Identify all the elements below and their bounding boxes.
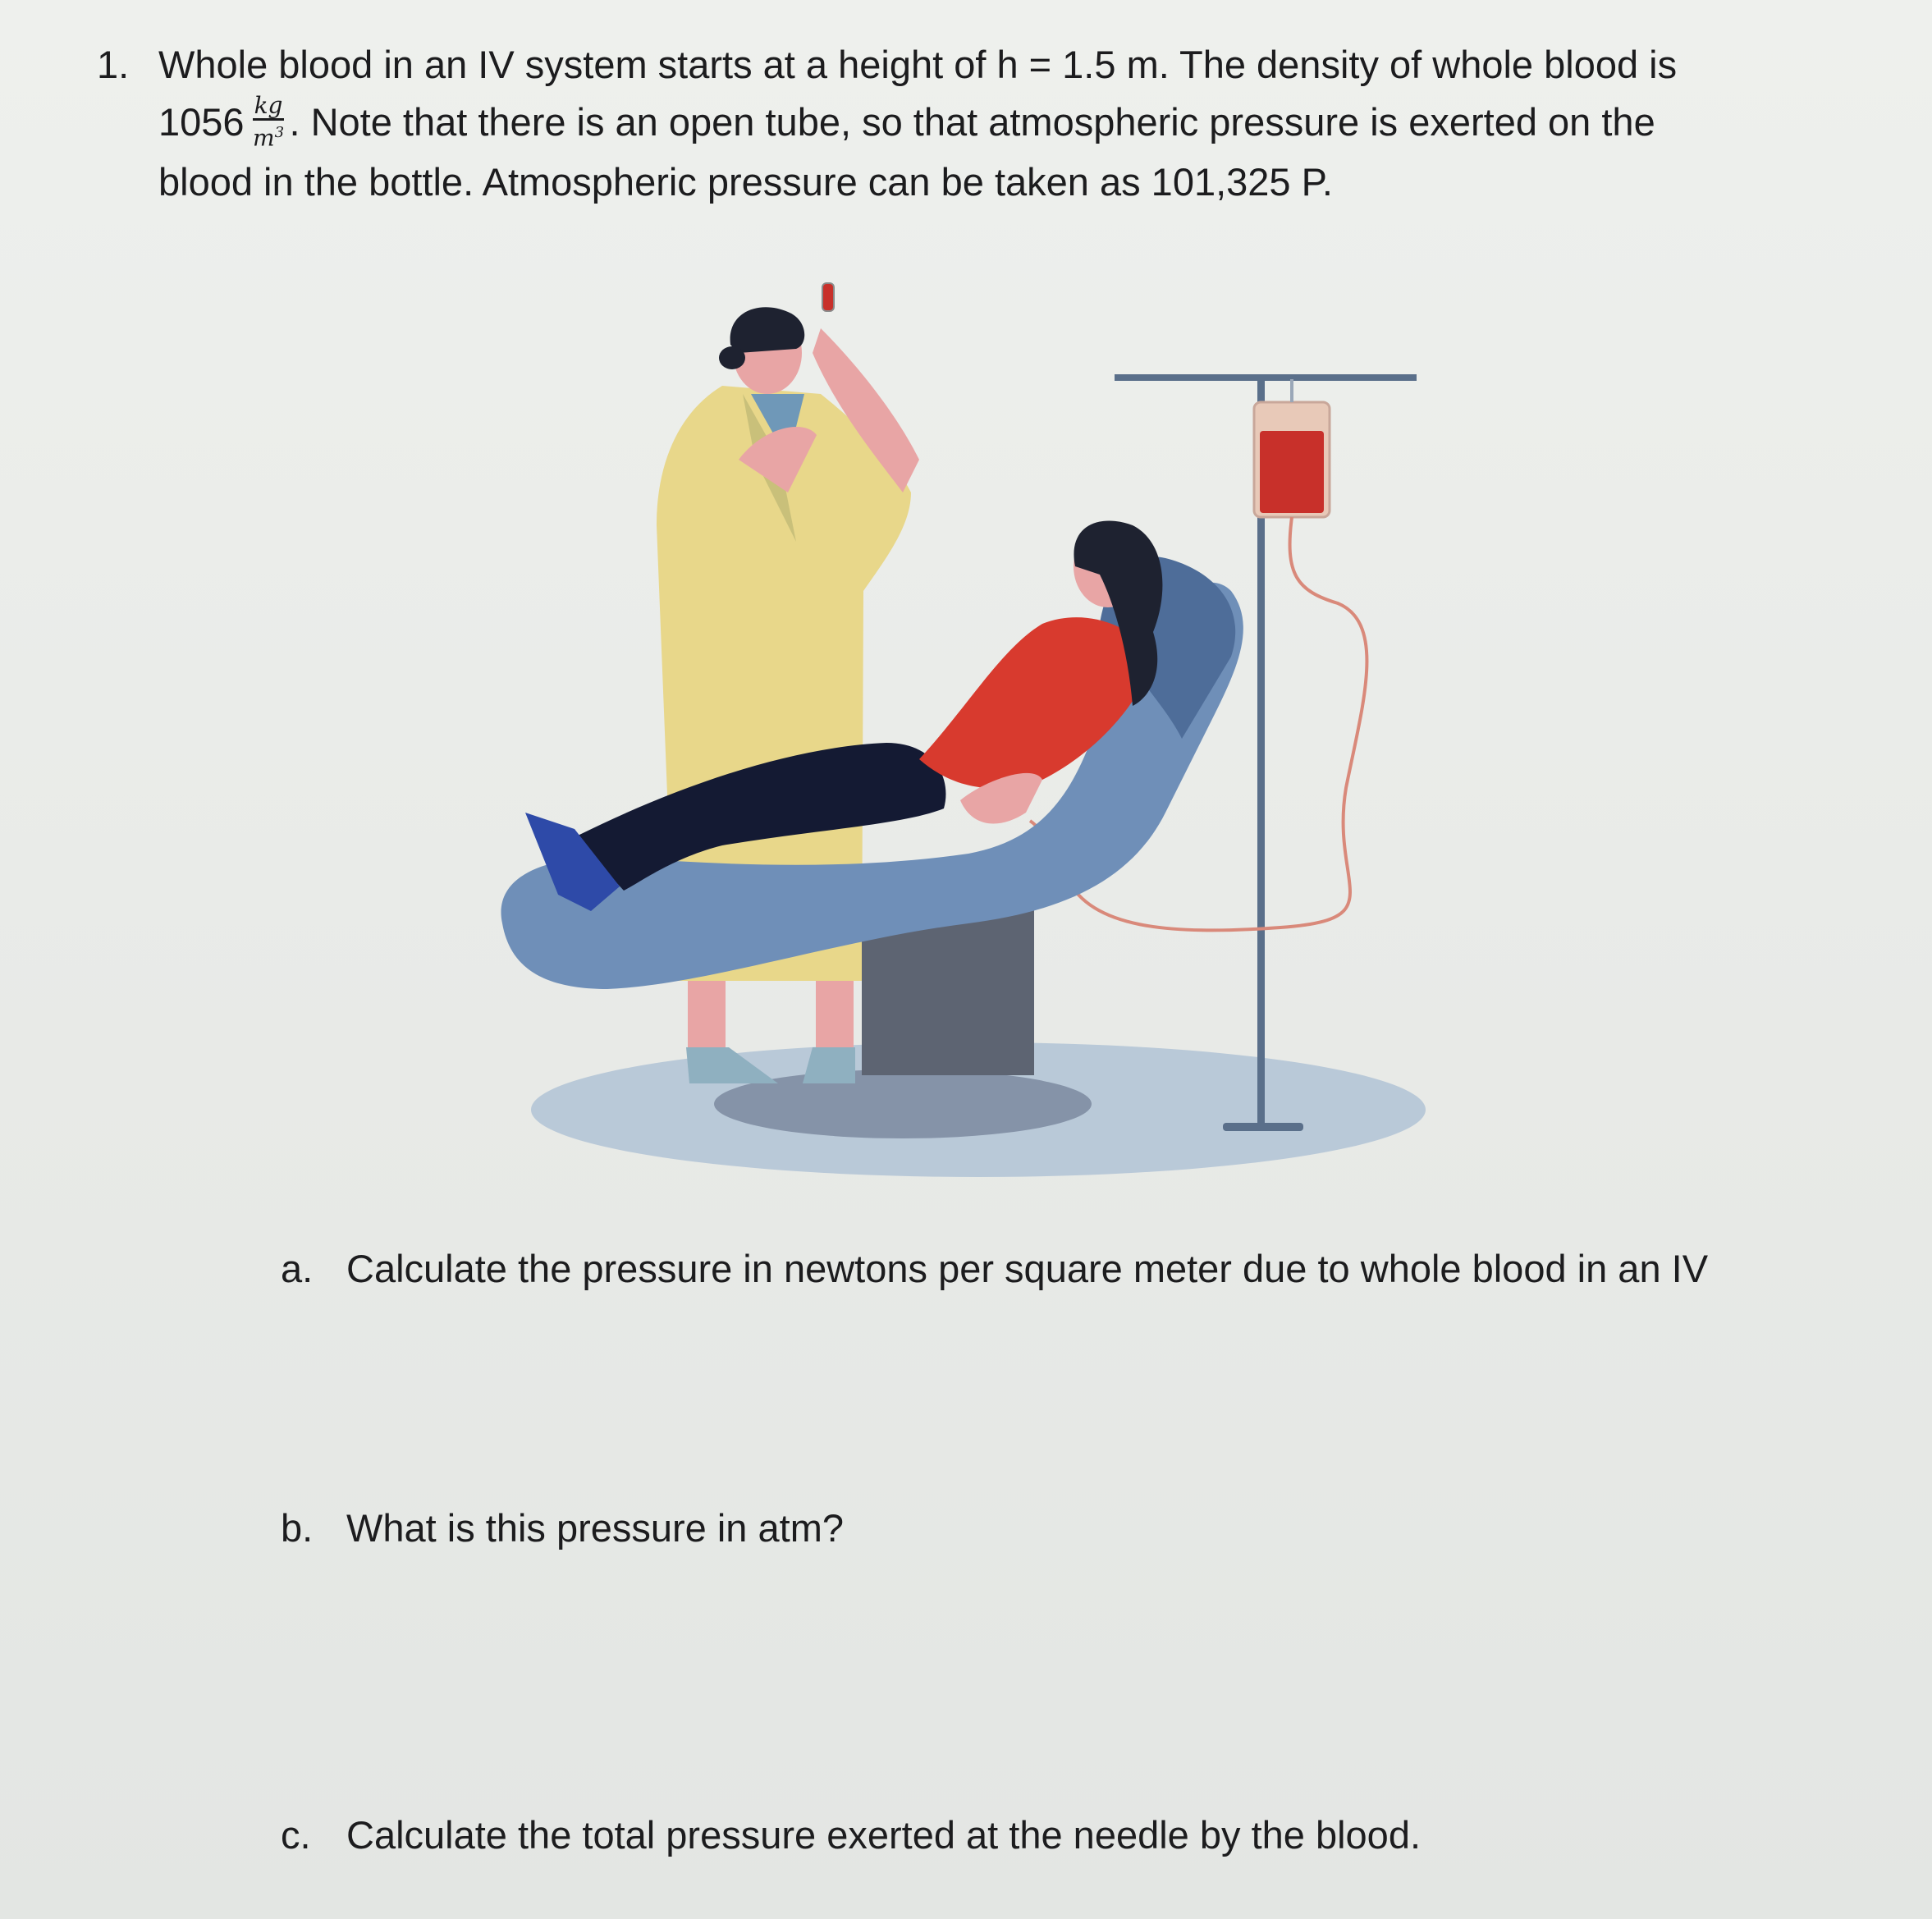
unit-exponent: 3: [274, 123, 285, 141]
density-unit-fraction: [253, 91, 285, 152]
question-line-1: Whole blood in an IV system starts at a height of h = 1.5 m. The density of whole blood is: [158, 43, 1678, 86]
blood-bag-fill: [1260, 431, 1324, 513]
part-a-text: Calculate the pressure in newtons per square meter due to whole blood in an IV: [346, 1247, 1709, 1290]
part-b-letter: b.: [281, 1506, 314, 1550]
question-line-3: blood in the bottle. Atmospheric pressure can be taken as 101,325 P.: [158, 160, 1333, 204]
density-value: 1056: [158, 100, 245, 144]
iv-pole-top-bar: [1115, 374, 1417, 381]
blood-sample-vial: [822, 283, 834, 311]
part-a: [281, 1244, 1708, 1294]
unit-numerator: kg: [254, 91, 283, 119]
question-number: 1.: [97, 43, 130, 86]
part-c-letter: c.: [281, 1813, 311, 1857]
question-line-2-rest: . Note that there is an open tube, so that atmospheric pressure is exerted on the: [289, 100, 1655, 144]
part-c-text: Calculate the total pressure exerted at the needle by the blood.: [346, 1813, 1422, 1857]
doctor-hair: [730, 307, 805, 353]
part-c: [281, 1811, 1421, 1860]
part-b-text: What is this pressure in atm?: [346, 1506, 844, 1550]
part-a-letter: a.: [281, 1247, 314, 1290]
unit-denominator: $m^3$: [253, 123, 285, 152]
part-b: [281, 1504, 844, 1553]
question-text: [158, 36, 1718, 211]
blood-donation-illustration: [492, 263, 1428, 1190]
doctor-hair-bun: [719, 346, 745, 369]
question-line-2: [158, 91, 1718, 153]
iv-pole-base: [1223, 1123, 1303, 1131]
